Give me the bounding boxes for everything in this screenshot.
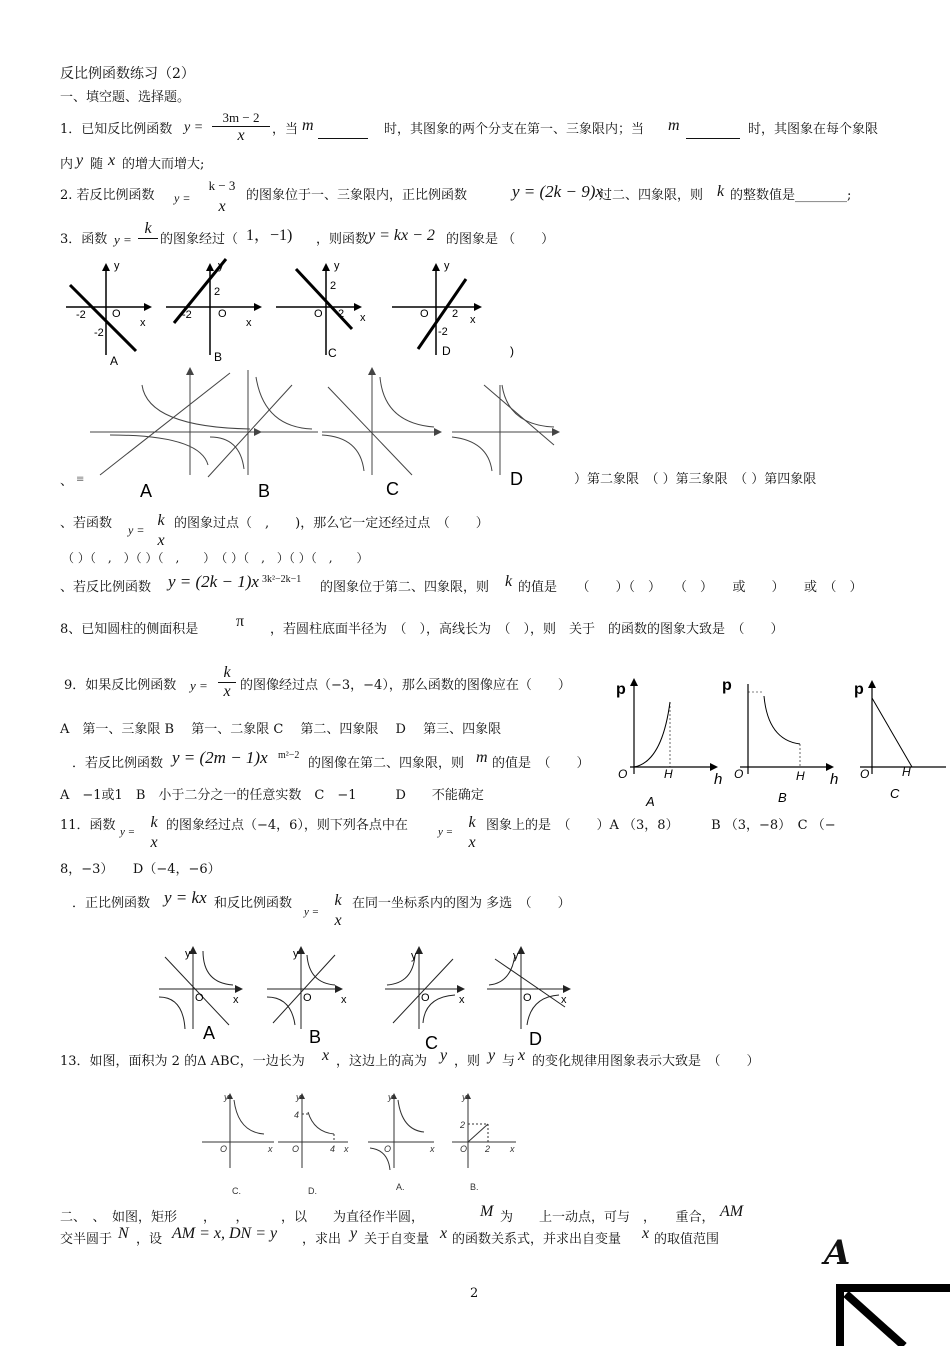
q9-y-eq: y = [190, 678, 208, 693]
q5-text: 的图象过点（ , )，那么它一定还经过点 （ ） [174, 516, 489, 531]
q13-c-origin: O [220, 1144, 228, 1154]
q13-x: x [322, 1047, 330, 1064]
q13-a-origin: O [384, 1144, 392, 1154]
q4-mark: ≡ [76, 474, 85, 485]
q7-text: 的图象位于第二、四象限，则 [320, 580, 490, 595]
q9-numerator: k [218, 664, 236, 683]
q2-y-eq: y = [174, 191, 191, 205]
q13-y-2: y [488, 1047, 496, 1064]
q11-denominator-2: x [468, 834, 476, 851]
q13-a-x: x [430, 1144, 435, 1154]
q3-d-label: D [442, 344, 451, 358]
part2-x-2: x [642, 1225, 650, 1242]
q13-a-y: y [388, 1092, 393, 1102]
q12-fraction [330, 892, 346, 930]
q13-x-2: x [518, 1047, 526, 1064]
q11-prefix: 11．函数 [60, 818, 116, 833]
q1-numerator: 3m − 2 [212, 110, 270, 127]
q13-text-2: ，则 [454, 1054, 481, 1069]
part2-line1-b: 为 上一动点，可与 ， 重合， [500, 1210, 715, 1225]
q12-end: 在同一坐标系内的图为 多选 （ ） [352, 896, 571, 911]
q1-x: x [108, 152, 116, 169]
q11-y-eq: y = [120, 826, 136, 838]
q1-text-2: 时，其图象的两个分支在第一、三象限内；当 [384, 122, 645, 137]
q12-text: 和反比例函数 [214, 896, 293, 911]
q9-text: 的图像经过点（−3，−4），那么函数的图像应在（ ） [240, 678, 571, 693]
q13-d-label: D. [308, 1186, 317, 1196]
q5-denominator: x [157, 532, 165, 549]
q5-options: （ ）（ , ）（ ）（ , ） （ ）（ , ）（ ）（ , ） [62, 551, 369, 565]
q10-end: 的值是 （ ） [492, 756, 590, 771]
q1-text-end: 的增大而增大; [122, 157, 205, 172]
q12-numerator: k [334, 892, 342, 909]
q8-graph-a [616, 678, 722, 807]
q10-m: m [476, 749, 488, 766]
q11-fraction-2 [464, 814, 480, 852]
q3-a-tick-y: -2 [94, 327, 104, 339]
q13-b-x: x [510, 1144, 515, 1154]
q4-b-label: B [258, 481, 271, 501]
q2-fraction [200, 178, 244, 216]
q13-d-tick-y: 4 [294, 1110, 300, 1120]
q8-a-p: p [616, 681, 626, 698]
q3-c-label: C [328, 346, 337, 360]
q10-options: A −1或1 B 小于二分之一的任意实数 C −1 D 不能确定 [60, 788, 484, 803]
q2-numerator: k − 3 [208, 178, 236, 193]
q13-a-label: A. [396, 1182, 405, 1192]
q13-b-tick-y: 2 [460, 1120, 466, 1130]
q10-prefix: ．若反比例函数 [72, 756, 164, 771]
q4-tail: ）第二象限 （ ）第三象限 （ ）第四象限 [574, 472, 817, 487]
q12-a-x: x [233, 994, 239, 1006]
q13-y: y [440, 1047, 448, 1064]
q8-b-hmark: H [796, 769, 805, 783]
q1-text-1: ，当 [272, 122, 299, 137]
part2-line2-b: ，设 [136, 1232, 163, 1247]
q13-text-3: 与 [502, 1054, 516, 1069]
q8-graph-c [854, 680, 946, 801]
q11-denominator: x [150, 834, 158, 851]
q10-exponent: m²−2 [278, 750, 300, 761]
q1-m-2: m [668, 117, 680, 134]
q8-c-label: C [890, 786, 900, 801]
q3-c-tick-y: 2 [330, 280, 337, 292]
q3-a-origin: O [112, 308, 121, 320]
q3-fraction [138, 220, 158, 239]
q7-prefix: 、若反比例函数 [60, 580, 152, 595]
q8-graph-b [722, 677, 838, 805]
q3-prefix: 3．函数 [60, 232, 108, 247]
q3-a-tick-x: -2 [76, 309, 86, 321]
q12-a-label: A [203, 1023, 216, 1043]
q8-prefix: 8、已知圆柱的侧面积是 [60, 622, 199, 637]
q5-numerator: k [157, 512, 165, 529]
q12-d-origin: O [523, 992, 532, 1004]
q3-d-y: y [444, 260, 450, 272]
q13-d-origin: O [292, 1144, 300, 1154]
q7-exponent: 3k²−2k−1 [262, 574, 302, 585]
q12-y-eq: y = [304, 906, 320, 918]
q7-expression: y = (2k − 1)x [168, 572, 259, 591]
q4-lead: 、 [60, 474, 74, 489]
q4-c-label: C [386, 479, 399, 499]
q12-b-origin: O [303, 992, 312, 1004]
q11-numerator-2: k [468, 814, 476, 831]
q8-c-hmark: H [902, 765, 911, 779]
part2-x: x [440, 1225, 448, 1242]
q12-b-label: B [309, 1027, 322, 1047]
q12-c-x: x [459, 994, 465, 1006]
q3-c-y: y [334, 260, 340, 272]
q3-b-tick-x: -2 [182, 309, 192, 321]
q8-c-p: p [854, 681, 864, 698]
q3-expression: y = kx − 2 [368, 227, 435, 244]
q2-prefix: 2. 若反比例函数 [60, 188, 155, 203]
q3-a-y: y [114, 260, 120, 272]
q1-y: y [76, 152, 84, 169]
q13-c-x: x [268, 1144, 273, 1154]
part2-line2-c: ，求出 [302, 1232, 342, 1247]
q11-line2: 8，−3） D（−4，−6） [60, 862, 221, 877]
q3-a-x: x [140, 317, 146, 329]
q10-text: 的图像在第二、四象限，则 [308, 756, 465, 771]
part2-line2-a: 交半圆于 [60, 1232, 113, 1247]
q8-a-h: h [714, 771, 723, 788]
q3-point: 1，−1) [246, 227, 293, 244]
q11-text: 的图象经过点（−4，6），则下列各点中在 [166, 818, 408, 833]
q3-c-origin: O [314, 308, 323, 320]
q13-d-tick-x: 4 [330, 1144, 336, 1154]
q3-close-paren: ) [510, 344, 514, 358]
q3-graph-b [166, 259, 262, 364]
q7-end: 的值是 （ ）（ ） （ ） 或 ） 或 （ ） [518, 580, 863, 595]
q8-graphs [610, 672, 950, 807]
q8-a-origin: O [618, 767, 628, 781]
q12-c-y: y [411, 950, 417, 962]
q12-a-y: y [185, 948, 191, 960]
q8-a-label: A [646, 794, 655, 807]
q3-d-origin: O [420, 308, 429, 320]
q13-d-y: y [296, 1092, 301, 1102]
q12-d-label: D [529, 1029, 542, 1049]
q8-b-h: h [830, 771, 839, 788]
part2-line2-d: 关于自变量 [364, 1232, 430, 1247]
q1-fraction [212, 110, 270, 145]
q2-k: k [717, 183, 725, 200]
q13-b-y: y [462, 1092, 467, 1102]
q8-pi: π [236, 613, 245, 630]
q3-b-label: B [214, 350, 223, 364]
q2-text-end: 的整数值是________; [730, 188, 852, 203]
q8-a-hmark: H [664, 767, 673, 781]
q9-denominator: x [223, 683, 231, 700]
q3-y-eq: y = [114, 232, 132, 247]
page-number: 2 [470, 1286, 479, 1301]
q2-expression: y = (2k − 9)x [512, 182, 603, 201]
q12-denominator: x [334, 912, 342, 929]
q3-text-2: ，则函数 [316, 232, 369, 247]
q5-y-eq: y = [128, 523, 145, 537]
q13-c-label: C. [232, 1186, 241, 1196]
q2-text-1: 的图象位于一、三象限内，正比例函数 [246, 188, 468, 203]
q13-text-1: ，这边上的高为 [336, 1054, 428, 1069]
q3-numerator: k [138, 220, 158, 239]
q3-text-end: 的图象是 （ ） [446, 232, 555, 247]
corner-letter: A [824, 1233, 851, 1273]
q1-blank-2 [686, 122, 740, 139]
q8-b-p: p [722, 677, 732, 694]
q1-y-eq: y = [184, 120, 204, 135]
q13-b-tick-x: 2 [485, 1144, 491, 1154]
corner-figure [836, 1282, 950, 1346]
q2-text-2: 过二、四象限，则 [599, 188, 704, 203]
q12-graphs [155, 945, 575, 1050]
q12-d-y: y [513, 950, 519, 962]
q12-a-origin: O [195, 992, 204, 1004]
q12-prefix: ．正比例函数 [72, 896, 151, 911]
q3-b-origin: O [218, 308, 227, 320]
q11-fraction [146, 814, 162, 852]
q3-d-tick-y: -2 [438, 326, 448, 338]
q8-b-origin: O [734, 767, 744, 781]
q9-options: A 第一、三象限 B 第一、二象限 C 第二、四象限 D 第三、四象限 [60, 722, 502, 737]
q1-blank-1 [318, 122, 368, 139]
q3-graph-d [392, 260, 482, 358]
q2-denominator: x [218, 198, 226, 215]
part2-AM: AM [720, 1203, 744, 1220]
q11-numerator: k [150, 814, 158, 831]
q1-line2-prefix: 内 [60, 157, 74, 172]
q13-graphs [198, 1090, 528, 1200]
q12-c-origin: O [421, 992, 430, 1004]
part2-M: M [480, 1203, 494, 1220]
section-heading: 一、填空题、选择题。 [60, 90, 191, 105]
q13-prefix: 13．如图，面积为 2 的Δ ABC，一边长为 [60, 1054, 305, 1069]
q13-d-x: x [344, 1144, 349, 1154]
q3-d-x: x [470, 314, 476, 326]
q3-b-y: y [218, 260, 224, 272]
q7-k: k [505, 573, 513, 590]
q13-c-y: y [224, 1092, 229, 1102]
q4-graphs [60, 365, 580, 505]
q8-b-label: B [778, 790, 787, 805]
q12-d-x: x [561, 994, 567, 1006]
q1-text-3: 时，其图象在每个象限 [748, 122, 879, 137]
q9-fraction [218, 664, 236, 701]
q3-b-x: x [246, 317, 252, 329]
q1-text-4: 随 [90, 157, 104, 172]
q11-y-eq-2: y = [438, 826, 454, 838]
q11-end: 图象上的是 （ ）A （3，8） B （3，−8） C （− [486, 818, 836, 833]
q12-b-x: x [341, 994, 347, 1006]
page-title: 反比例函数练习（2） [60, 66, 195, 82]
q5-fraction [152, 512, 170, 550]
part2-N: N [118, 1225, 129, 1242]
q9-prefix: 9．如果反比例函数 [64, 678, 177, 693]
q1-prefix: 1．已知反比例函数 [60, 122, 173, 137]
q3-a-label: A [110, 354, 119, 368]
q1-m-1: m [302, 117, 314, 134]
q8-c-origin: O [860, 767, 870, 781]
q13-b-label: B. [470, 1182, 479, 1192]
q12-b-y: y [293, 948, 299, 960]
part2-line2-e: 的函数关系式，并求出自变量 [452, 1232, 622, 1247]
q3-graph-c [276, 260, 366, 360]
part2-expression: AM = x, DN = y [172, 1225, 278, 1242]
q3-graph-a [66, 260, 152, 368]
q4-d-label: D [510, 469, 523, 489]
part2-line2-f: 的取值范围 [654, 1232, 720, 1247]
q12-expression: y = kx [164, 888, 207, 907]
q13-end: 的变化规律用图象表示大致是 （ ） [532, 1054, 760, 1069]
q3-text-1: 的图象经过（ [160, 232, 239, 247]
q3-graphs [58, 255, 528, 370]
q12-c-label: C [425, 1033, 438, 1050]
q8-text: ，若圆柱底面半径为 （ ），高线长为 （ ），则 关于 的函数的图象大致是 （ ） [270, 622, 784, 637]
q3-c-tick-x: 2 [338, 308, 345, 320]
q1-denominator: x [237, 127, 245, 144]
q4-a-label: A [140, 481, 153, 501]
q10-expression: y = (2m − 1)x [172, 748, 268, 767]
part2-y: y [350, 1225, 358, 1242]
q5-prefix: 、若函数 [60, 516, 113, 531]
q3-d-tick-x: 2 [452, 308, 459, 320]
q3-b-tick-y: 2 [214, 286, 221, 298]
q13-b-origin: O [460, 1144, 468, 1154]
part2-line1-a: 二、 、 如图，矩形 ， ， ，以 为直径作半圆， [60, 1210, 425, 1225]
q3-c-x: x [360, 312, 366, 324]
